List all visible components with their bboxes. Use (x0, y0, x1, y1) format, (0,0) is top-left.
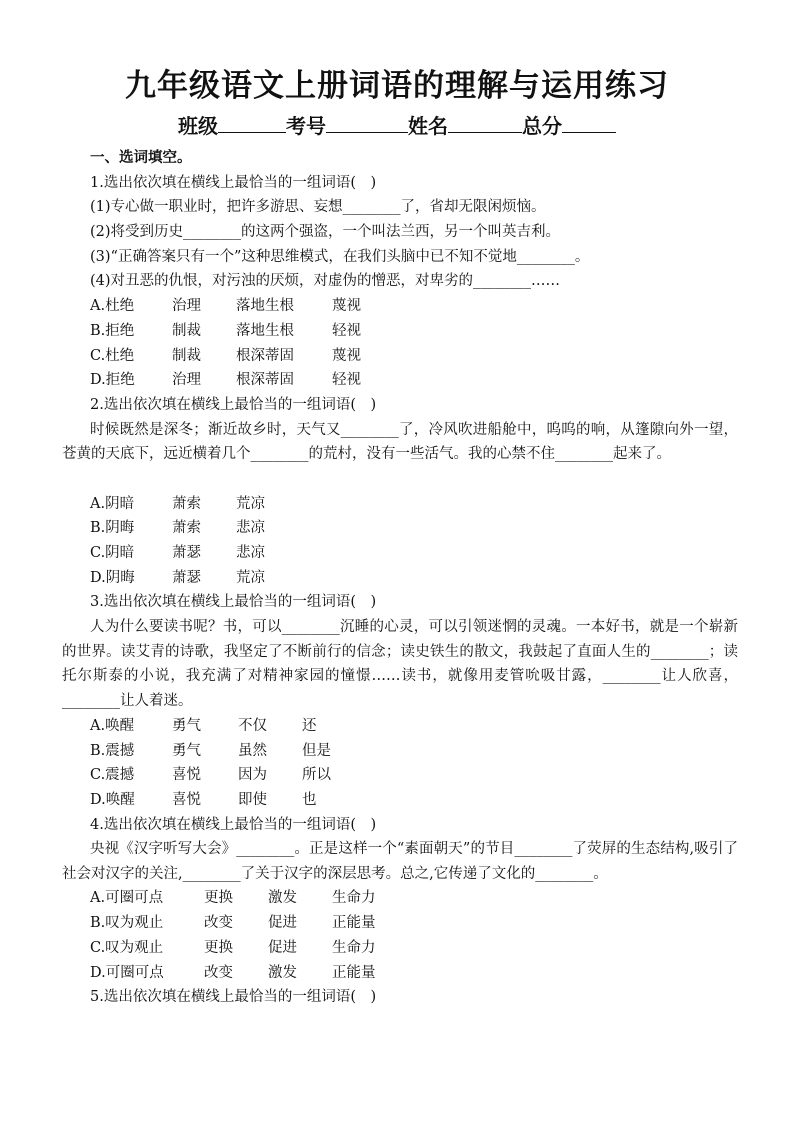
student-info-line (0, 110, 794, 139)
option-word: D.阴晦 (90, 569, 135, 586)
option-word: B.拒绝 (90, 322, 135, 339)
option-word: 生命力 (332, 939, 376, 956)
option-word: 还 (302, 718, 317, 734)
q1-option-d[interactable] (62, 368, 738, 393)
option-word: 生命力 (332, 890, 376, 907)
option-word: 萧瑟 (172, 569, 201, 586)
option-word: A.可圈可点 (90, 890, 164, 907)
page-title: 九年级语文上册词语的理解与运用练习 (125, 68, 669, 104)
class-label: 班级 (178, 114, 218, 138)
option-word: 轻视 (332, 372, 361, 389)
option-word: 更换 (204, 939, 233, 956)
q3-option-b[interactable] (62, 739, 738, 764)
q1-stem: 1.选出依次填在横线上最恰当的一组词语( ) (90, 174, 377, 191)
q1-sentence-1: (1)专心做一职业时，把许多游思、妄想________了，省却无限闲烦恼。 (90, 199, 546, 216)
q1-sentence-2: (2)将受到历史________的这两个强盗，一个叫法兰西，另一个叫英吉利。 (90, 224, 561, 241)
q4-option-a[interactable] (62, 886, 738, 911)
option-word: 落地生根 (236, 298, 294, 315)
option-word: 即使 (238, 792, 267, 809)
q2-option-c[interactable] (62, 541, 738, 566)
option-word: 虽然 (238, 742, 267, 759)
q3-stem: 3.选出依次填在横线上最恰当的一组词语( ) (90, 594, 377, 611)
q3-passage: 人为什么要读书呢？书，可以________沉睡的心灵，可以引领迷惘的灵魂。一本好书，就是一个崭新的世界。读艾青的诗歌，我坚定了不断前行的信念；读史铁生的散文，我鼓起了直面人生的________；读托尔斯泰的小说，我充满了对精神家园的憧憬……读书，就像用麦管吮吸甘露，________让人欣喜，________让人着迷。 (62, 619, 738, 710)
option-word: 更换 (204, 890, 233, 907)
option-word: 正能量 (332, 915, 376, 932)
exercise-content (62, 146, 738, 1010)
option-word: D.可圈可点 (90, 964, 164, 981)
q1-option-c[interactable] (62, 344, 738, 369)
option-word: 所以 (302, 767, 331, 784)
option-word: 激发 (268, 890, 297, 907)
exam-no-blank (326, 114, 408, 133)
option-word: 但是 (302, 742, 331, 759)
score-label: 总分 (522, 114, 562, 138)
option-word: 轻视 (332, 322, 361, 339)
option-word: C.震撼 (90, 767, 135, 784)
option-word: 荒凉 (236, 569, 265, 586)
q4-option-c[interactable] (62, 936, 738, 961)
option-word: C.阴暗 (90, 544, 135, 561)
score-blank (562, 114, 616, 133)
option-word: 根深蒂固 (236, 372, 294, 389)
q1-option-a[interactable] (62, 294, 738, 319)
q4-option-b[interactable] (62, 911, 738, 936)
q4-stem: 4.选出依次填在横线上最恰当的一组词语( ) (90, 816, 377, 833)
option-word: 落地生根 (236, 322, 294, 339)
option-word: 根深蒂固 (236, 347, 294, 364)
option-word: B.叹为观止 (90, 915, 164, 932)
option-word: 萧索 (172, 520, 201, 537)
option-word: A.阴暗 (90, 495, 135, 512)
option-word: B.震撼 (90, 742, 135, 759)
option-word: 改变 (204, 964, 233, 981)
name-blank (448, 114, 522, 133)
option-word: 制裁 (172, 322, 201, 339)
option-word: 荒凉 (236, 495, 265, 512)
option-word: 改变 (204, 915, 233, 932)
section-title: 一、选词填空。 (90, 150, 192, 166)
q2-option-d[interactable] (62, 566, 738, 591)
q1-sentence-4: (4)对丑恶的仇恨，对污浊的厌烦，对虚伪的憎恶，对卑劣的________…… (90, 273, 561, 290)
option-word: 治理 (172, 372, 201, 389)
q3-option-c[interactable] (62, 763, 738, 788)
q1-option-b[interactable] (62, 319, 738, 344)
option-word: A.杜绝 (90, 298, 135, 315)
q2-passage: 时候既然是深冬；渐近故乡时，天气又________了，冷风吹进船舱中，呜呜的响，从篷隙向外一望，苍黄的天底下，远近横着几个________的荒村，没有一些活气。我的心禁不住________起来了。 (62, 421, 738, 463)
option-word: 喜悦 (172, 767, 201, 784)
option-word: 不仅 (238, 718, 267, 734)
option-word: 悲凉 (236, 544, 265, 561)
option-word: 因为 (238, 767, 267, 784)
q3-option-d[interactable] (62, 788, 738, 813)
option-word: C.叹为观止 (90, 939, 164, 956)
option-word: 正能量 (332, 964, 376, 981)
option-word: D.拒绝 (90, 372, 135, 389)
option-word: 也 (302, 792, 317, 809)
q2-stem: 2.选出依次填在横线上最恰当的一组词语( ) (90, 396, 377, 413)
option-word: 勇气 (172, 718, 201, 734)
q5-stem: 5.选出依次填在横线上最恰当的一组词语( ) (90, 989, 377, 1006)
option-word: 萧索 (172, 495, 201, 512)
option-word: 勇气 (172, 742, 201, 759)
option-word: 萧瑟 (172, 544, 201, 561)
q2-option-b[interactable] (62, 516, 738, 541)
option-word: C.杜绝 (90, 347, 135, 364)
option-word: 蔑视 (332, 347, 361, 364)
option-word: A.唤醒 (90, 718, 135, 734)
q2-option-a[interactable] (62, 492, 738, 517)
option-word: 促进 (268, 939, 297, 956)
option-word: 促进 (268, 915, 297, 932)
option-word: 治理 (172, 298, 201, 315)
option-word: 制裁 (172, 347, 201, 364)
option-word: 蔑视 (332, 298, 361, 315)
option-word: B.阴晦 (90, 520, 135, 537)
class-blank (218, 114, 286, 133)
option-word: D.唤醒 (90, 792, 135, 809)
option-word: 激发 (268, 964, 297, 981)
q3-option-a[interactable] (62, 714, 738, 739)
name-label: 姓名 (408, 114, 448, 138)
q4-option-d[interactable] (62, 961, 738, 986)
option-word: 悲凉 (236, 520, 265, 537)
exam-no-label: 考号 (286, 114, 326, 138)
q1-sentence-3: (3)“正确答案只有一个”这种思维模式，在我们头脑中已不知不觉地________。 (90, 248, 590, 265)
option-word: 喜悦 (172, 792, 201, 809)
q4-passage: 央视《汉字听写大会》________。正是这样一个“素面朝天”的节目________了荧屏的生态结构,吸引了社会对汉字的关注,________了关于汉字的深层思考。总之,它传递了文化的________。 (62, 841, 738, 883)
